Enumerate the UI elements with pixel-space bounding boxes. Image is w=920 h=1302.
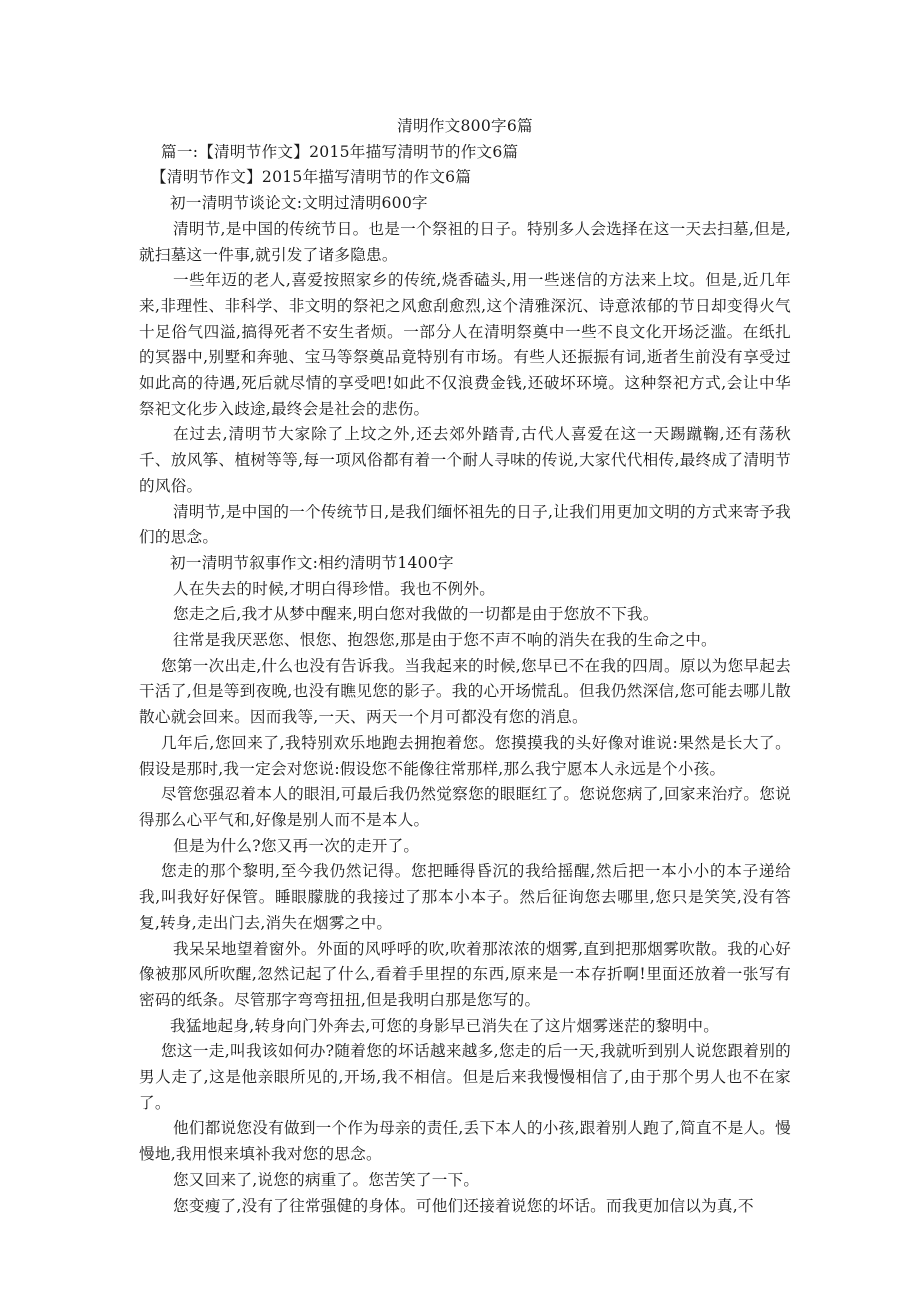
paragraph-7: 清明节,是中国的一个传统节日,是我们缅怀祖先的日子,让我们用更加文明的方式来寄予我们的思念。: [139, 502, 791, 547]
paragraph-9: 人在失去的时候,才明白得珍惜。我也不例外。: [173, 579, 496, 598]
paragraph-6: 在过去,清明节大家除了上坟之外,还去郊外踏青,古代人喜爱在这一天踢蹴鞠,还有荡秋千、放风筝、植树等等,每一项风俗都有着一个耐人寻味的传说,大家代代相传,最终成了清明节的风俗。: [139, 425, 791, 495]
paragraph-2: 【清明节作文】2015年描写清明节的作文6篇: [151, 168, 472, 187]
paragraph-22: 您变瘦了,没有了往常强健的身体。可他们还接着说您的坏话。而我更加信以为真,不: [173, 1196, 754, 1215]
paragraph-19: 您这一走,叫我该如何办?随着您的坏话越来越多,您走的后一天,我就听到别人说您跟着别的男人走了,这是他亲眼所见的,开场,我不相信。但是后来我慢慢相信了,由于那个男人也不在家了。: [139, 1042, 791, 1112]
paragraph-15: 但是为什么?您又再一次的走开了。: [173, 836, 420, 855]
paragraph-11: 往常是我厌恶您、恨您、抱怨您,那是由于您不声不响的消失在我的生命之中。: [173, 631, 717, 650]
document-body: [139, 114, 791, 1219]
paragraph-12: 您第一次出走,什么也没有告诉我。当我起来的时候,您早已不在我的四周。原以为您早起去干活了,但是等到夜晚,也没有瞧见您的影子。我的心开场慌乱。但我仍然深信,您可能去哪儿散散心就会回来。因而我等,一天、两天一个月可都没有您的消息。: [139, 656, 791, 727]
paragraph-21: 您又回来了,说您的病重了。您苦笑了一下。: [173, 1170, 480, 1189]
paragraph-5: 一些年迈的老人,喜爱按照家乡的传统,烧香磕头,用一些迷信的方法来上坟。但是,近几年来,非理性、非科学、非文明的祭祀之风愈刮愈烈,这个清雅深沉、诗意浓郁的节日却变得火气十足俗气四溢,搞得死者不安生者烦。一部分人在清明祭奠中一些不良文化开场泛滥。在纸扎的冥器中,别墅和奔驰、宝马等祭奠品竟特别有市场。有些人还振振有词,逝者生前没有享受过如此高的待遇,死后就尽情的享受吧!如此不仅浪费金钱,还破坏环境。这种祭祀方式,会让中华祭祀文化步入歧途,最终会是社会的悲伤。: [139, 271, 791, 418]
document-title: 清明作文800字6篇: [397, 117, 533, 135]
paragraph-13: 几年后,您回来了,我特别欢乐地跑去拥抱着您。您摸摸我的头好像对谁说:果然是长大了。假设是那时,我一定会对您说:假设您不能像往常那样,那么我宁愿本人永远是个小孩。: [139, 733, 791, 778]
paragraph-1: 篇一:【清明节作文】2015年描写清明节的作文6篇: [161, 142, 519, 161]
paragraph-10: 您走之后,我才从梦中醒来,明白您对我做的一切都是由于您放不下我。: [173, 605, 659, 624]
paragraph-20: 他们都说您没有做到一个作为母亲的责任,丢下本人的小孩,跟着别人跑了,简直不是人。慢慢地,我用恨来填补我对您的思念。: [139, 1119, 791, 1164]
paragraph-16: 您走的那个黎明,至今我仍然记得。您把睡得昏沉的我给摇醒,然后把一本小小的本子递给我,叫我好好保管。睡眼朦胧的我接过了那本小本子。然后征询您去哪里,您只是笑笑,没有答复,转身,走出门去,消失在烟雾之中。: [139, 862, 791, 932]
paragraph-3: 初一清明节谈论文:文明过清明600字: [170, 194, 428, 213]
paragraph-4: 清明节,是中国的传统节日。也是一个祭祖的日子。特别多人会选择在这一天去扫墓,但是,就扫墓这一件事,就引发了诸多隐患。: [139, 219, 791, 264]
paragraph-14: 尽管您强忍着本人的眼泪,可最后我仍然觉察您的眼眶红了。您说您病了,回家来治疗。您说得那么心平气和,好像是别人而不是本人。: [139, 785, 791, 829]
paragraph-8: 初一清明节叙事作文:相约清明节1400字: [170, 553, 454, 572]
paragraph-17: 我呆呆地望着窗外。外面的风呼呼的吹,吹着那浓浓的烟雾,直到把那烟雾吹散。我的心好像被那风所吹醒,忽然记起了什么,看着手里捏的东西,原来是一本存折啊!里面还放着一张写有密码的纸条。尽管那字弯弯扭扭,但是我明白那是您写的。: [139, 939, 791, 1009]
paragraph-18: 我猛地起身,转身向门外奔去,可您的身影早已消失在了这片烟雾迷茫的黎明中。: [170, 1016, 720, 1035]
